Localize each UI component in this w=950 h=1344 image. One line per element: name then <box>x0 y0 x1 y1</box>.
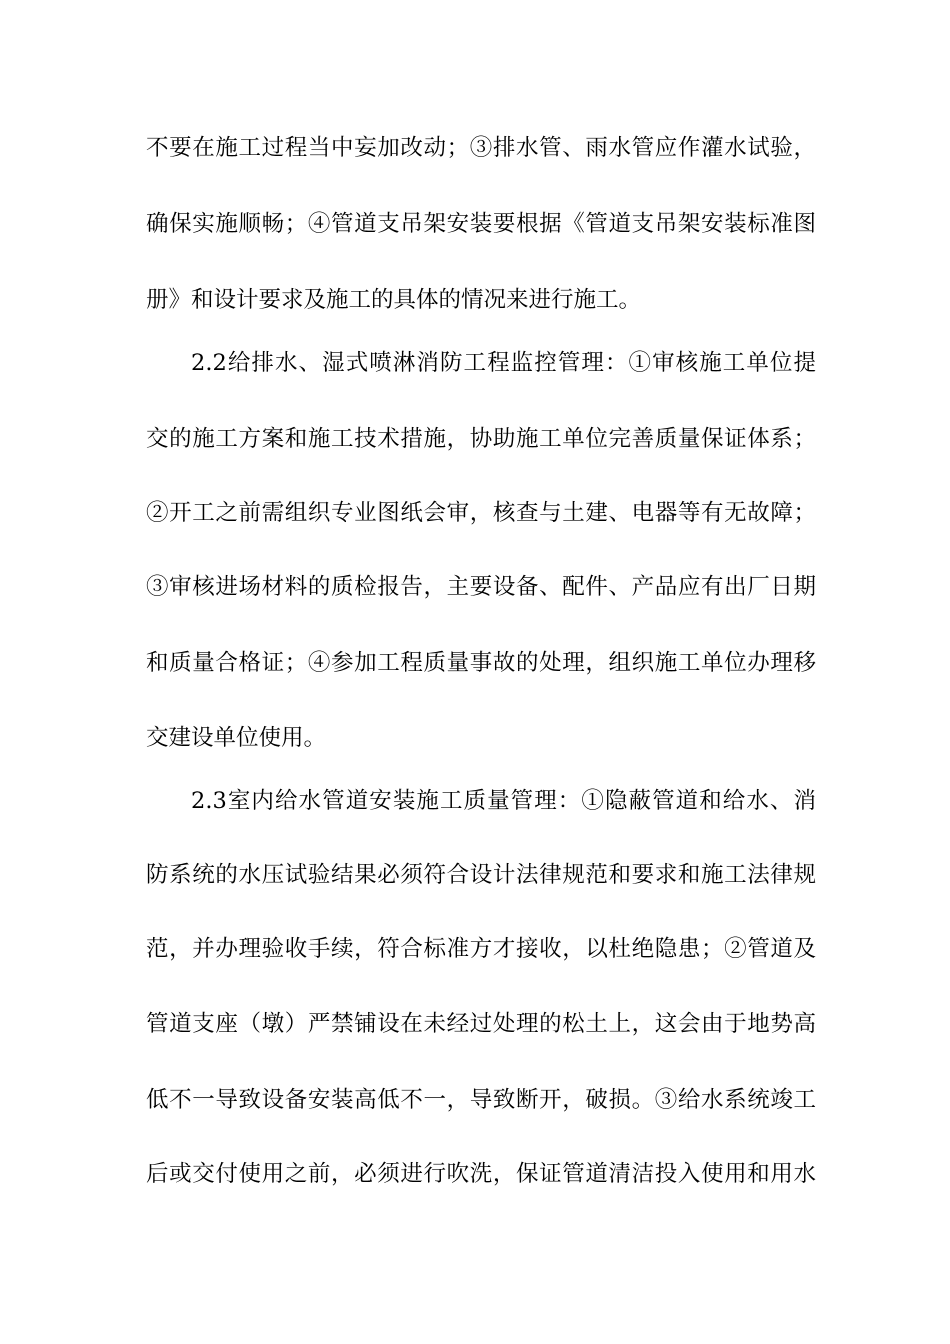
section-2-3-first-line: 2.3室内给水管道安装施工质量管理：①隐蔽管道和给水、消 <box>191 788 816 814</box>
section-2-2-first-line: 2.2给排水、湿式喷淋消防工程监控管理：①审核施工单位提 <box>191 350 816 376</box>
paragraph-line: 交建设单位使用。 <box>146 725 327 751</box>
paragraph-line: 册》和设计要求及施工的具体的情况来进行施工。 <box>146 287 642 313</box>
paragraph-line: 范，并办理验收手续，符合标准方才接收，以杜绝隐患；②管道及 <box>146 936 816 962</box>
paragraph-line: 防系统的水压试验结果必须符合设计法律规范和要求和施工法律规 <box>146 862 816 888</box>
paragraph-line: 低不一导致设备安装高低不一，导致断开，破损。③给水系统竣工 <box>146 1087 816 1113</box>
paragraph-line: 和质量合格证；④参加工程质量事故的处理，组织施工单位办理移 <box>146 650 816 676</box>
paragraph-line: ③审核进场材料的质检报告，主要设备、配件、产品应有出厂日期 <box>146 574 816 600</box>
paragraph-line: ②开工之前需组织专业图纸会审，核查与土建、电器等有无故障； <box>146 500 816 526</box>
paragraph-line: 后或交付使用之前，必须进行吹洗，保证管道清洁投入使用和用水 <box>146 1161 816 1187</box>
paragraph-line: 确保实施顺畅；④管道支吊架安装要根据《管道支吊架安装标准图 <box>146 211 816 237</box>
paragraph-line: 交的施工方案和施工技术措施，协助施工单位完善质量保证体系； <box>146 426 816 452</box>
paragraph-line: 不要在施工过程当中妄加改动；③排水管、雨水管应作灌水试验， <box>146 135 816 161</box>
paragraph-line: 管道支座（墩）严禁铺设在未经过处理的松土上，这会由于地势高 <box>146 1011 816 1037</box>
